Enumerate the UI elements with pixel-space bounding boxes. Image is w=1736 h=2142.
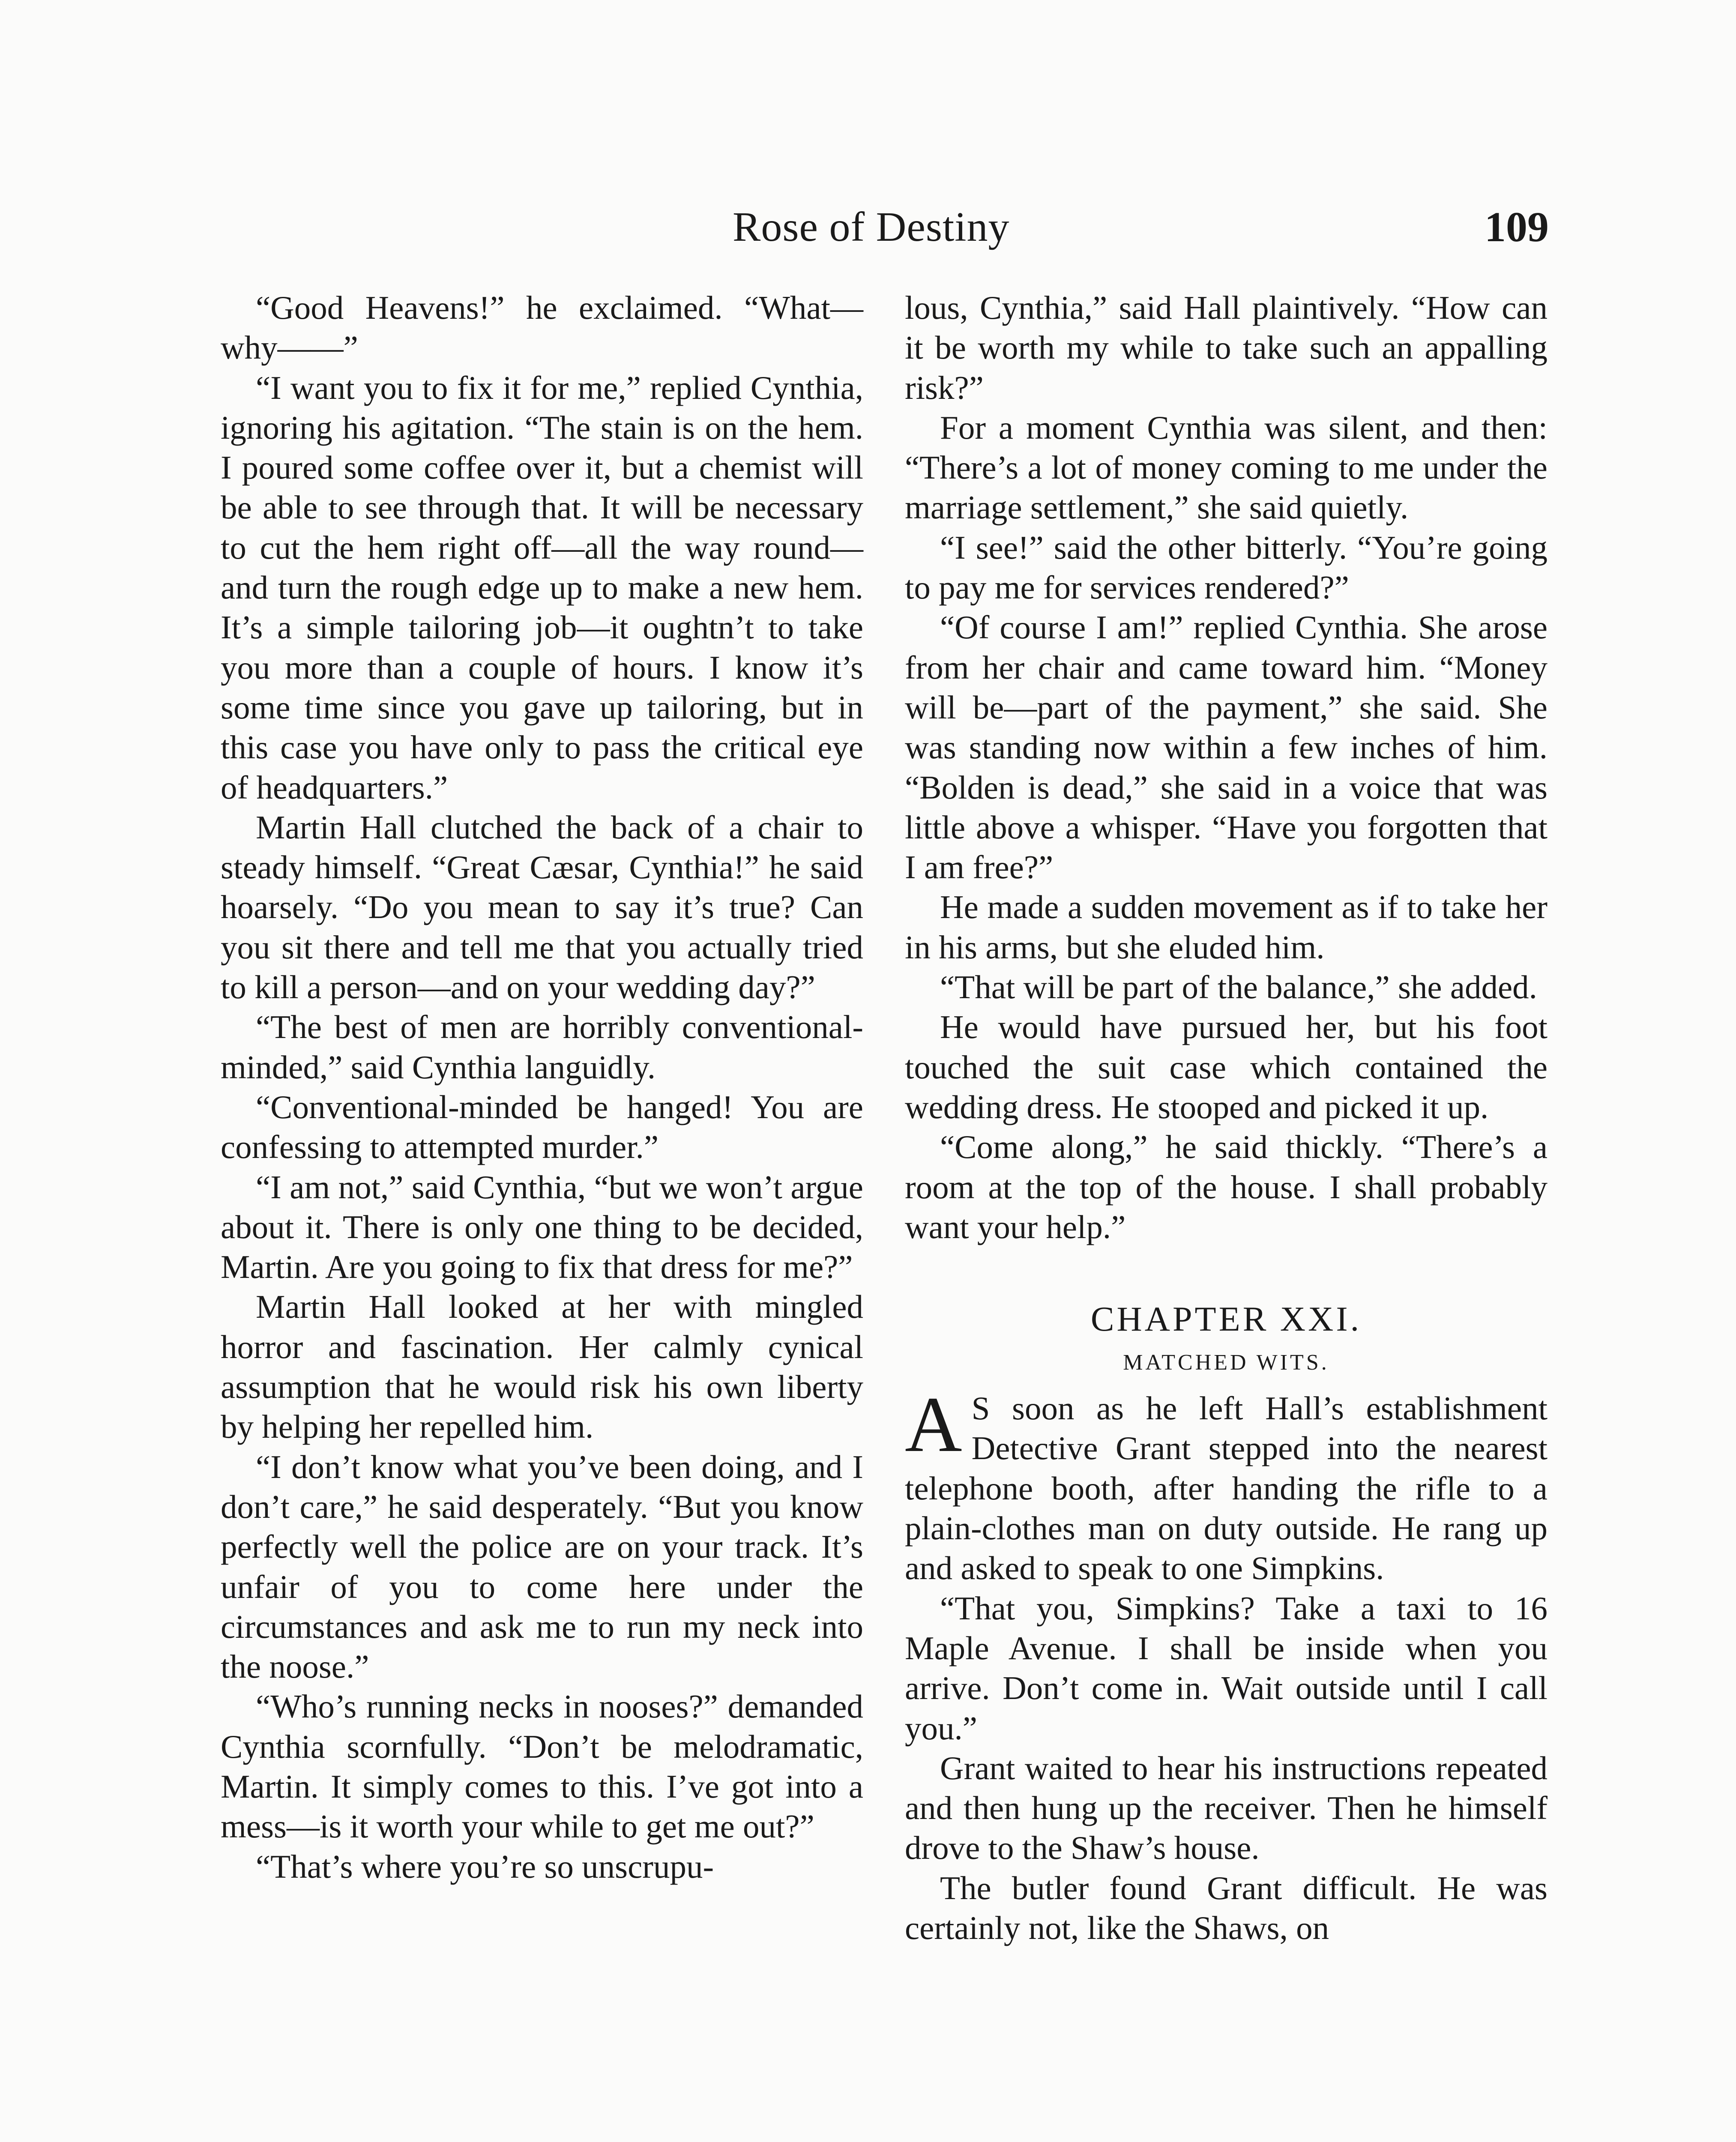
paragraph: For a moment Cynthia was silent, and then: “There’s a lot of money coming to me under the marriage settlement,” she said quietly.: [905, 409, 1547, 526]
chapter-subtitle: MATCHED WITS.: [1123, 1350, 1329, 1375]
right-column: [905, 288, 1547, 1948]
paragraph: “Conventional-minded be hanged! You are confessing to attempted murder.”: [221, 1088, 863, 1166]
paragraph: “I am not,” said Cynthia, “but we won’t argue about it. There is only one thing to be decided, Martin. Are you going to fix that dress for me?”: [221, 1168, 863, 1286]
paragraph: The butler found Grant difficult. He was certainly not, like the Shaws, on: [905, 1869, 1547, 1946]
paragraph: Grant waited to hear his instructions repeated and then hung up the receiver. Then he himself drove to the Shaw’s house.: [905, 1749, 1547, 1867]
paragraph: Martin Hall looked at her with mingled horror and fascination. Her calmly cynical assumption that he would risk his own liberty by helping her repelled him.: [221, 1288, 863, 1445]
chapter-opening-text: S soon as he left Hall’s establishment Detective Grant stepped into the nearest telephone booth, after handing the rifle to a plain-clothes man on duty outside. He rang up and asked to speak to one Simpkins.: [905, 1390, 1547, 1587]
paragraph: “That’s where you’re so unscrupu-: [256, 1848, 714, 1885]
paragraph: “Come along,” he said thickly. “There’s a room at the top of the house. I shall probably want your help.”: [905, 1128, 1547, 1245]
page-header: [221, 201, 1549, 274]
chapter-title: CHAPTER XXI.: [1090, 1299, 1362, 1339]
chapter-opening-paragraph: [905, 1381, 1547, 1588]
paragraph: “I want you to fix it for me,” replied Cynthia, ignoring his agitation. “The stain is on the hem. I poured some coffee over it, but a chemist will be able to see through that. It will be necessary to cut the hem right off—all the way round—and turn the rough edge up to make a new hem. It’s a simple tailoring job—it oughtn’t to take you more than a couple of hours. I know it’s some time since you gave up tailoring, but in this case you have only to pass the critical eye of headquarters.”: [221, 369, 863, 806]
paragraph: Martin Hall clutched the back of a chair to steady himself. “Great Cæsar, Cynthia!” he said hoarsely. “Do you mean to say it’s true? Can you sit there and tell me that you actually tried to kill a person—and on your wedding day?”: [221, 808, 863, 1006]
paragraph: “That will be part of the balance,” she added.: [940, 969, 1537, 1006]
drop-cap: A: [905, 1381, 962, 1469]
paragraph: “The best of men are horribly conventional-minded,” said Cynthia languidly.: [221, 1008, 863, 1086]
paragraph: He would have pursued her, but his foot touched the suit case which contained the wedding dress. He stooped and picked it up.: [905, 1008, 1547, 1125]
paragraph: He made a sudden movement as if to take her in his arms, but she eluded him.: [905, 889, 1547, 966]
paragraph: “I don’t know what you’ve been doing, and I don’t care,” he said desperately. “But you know perfectly well the police are on your track. It’s unfair of you to come here under the circumstances and ask me to run my neck into the noose.”: [221, 1448, 863, 1685]
paragraph: “Who’s running necks in nooses?” demanded Cynthia scornfully. “Don’t be melodramatic, Martin. It simply comes to this. I’ve got into a mess—is it worth your while to get me out?”: [221, 1688, 863, 1845]
page-number: 109: [1485, 203, 1549, 251]
paragraph: “That you, Simpkins? Take a taxi to 16 Maple Avenue. I shall be inside when you arrive. Don’t come in. Wait outside until I call you.”: [905, 1589, 1547, 1747]
paragraph: “Good Heavens!” he exclaimed. “What—why——”: [221, 289, 863, 366]
paragraph: “I see!” said the other bitterly. “You’re going to pay me for services rendered?”: [905, 529, 1547, 606]
paragraph: “Of course I am!” replied Cynthia. She arose from her chair and came toward him. “Money will be—part of the payment,” she said. She was standing now within a few inches of him. “Bolden is dead,” she said in a voice that was little above a whisper. “Have you forgotten that I am free?”: [905, 609, 1547, 886]
paragraph-continued: lous, Cynthia,” said Hall plaintively. “How can it be worth my while to take such an appalling risk?”: [905, 289, 1547, 406]
running-title: Rose of Destiny: [733, 204, 1010, 250]
left-column: [221, 288, 863, 1887]
